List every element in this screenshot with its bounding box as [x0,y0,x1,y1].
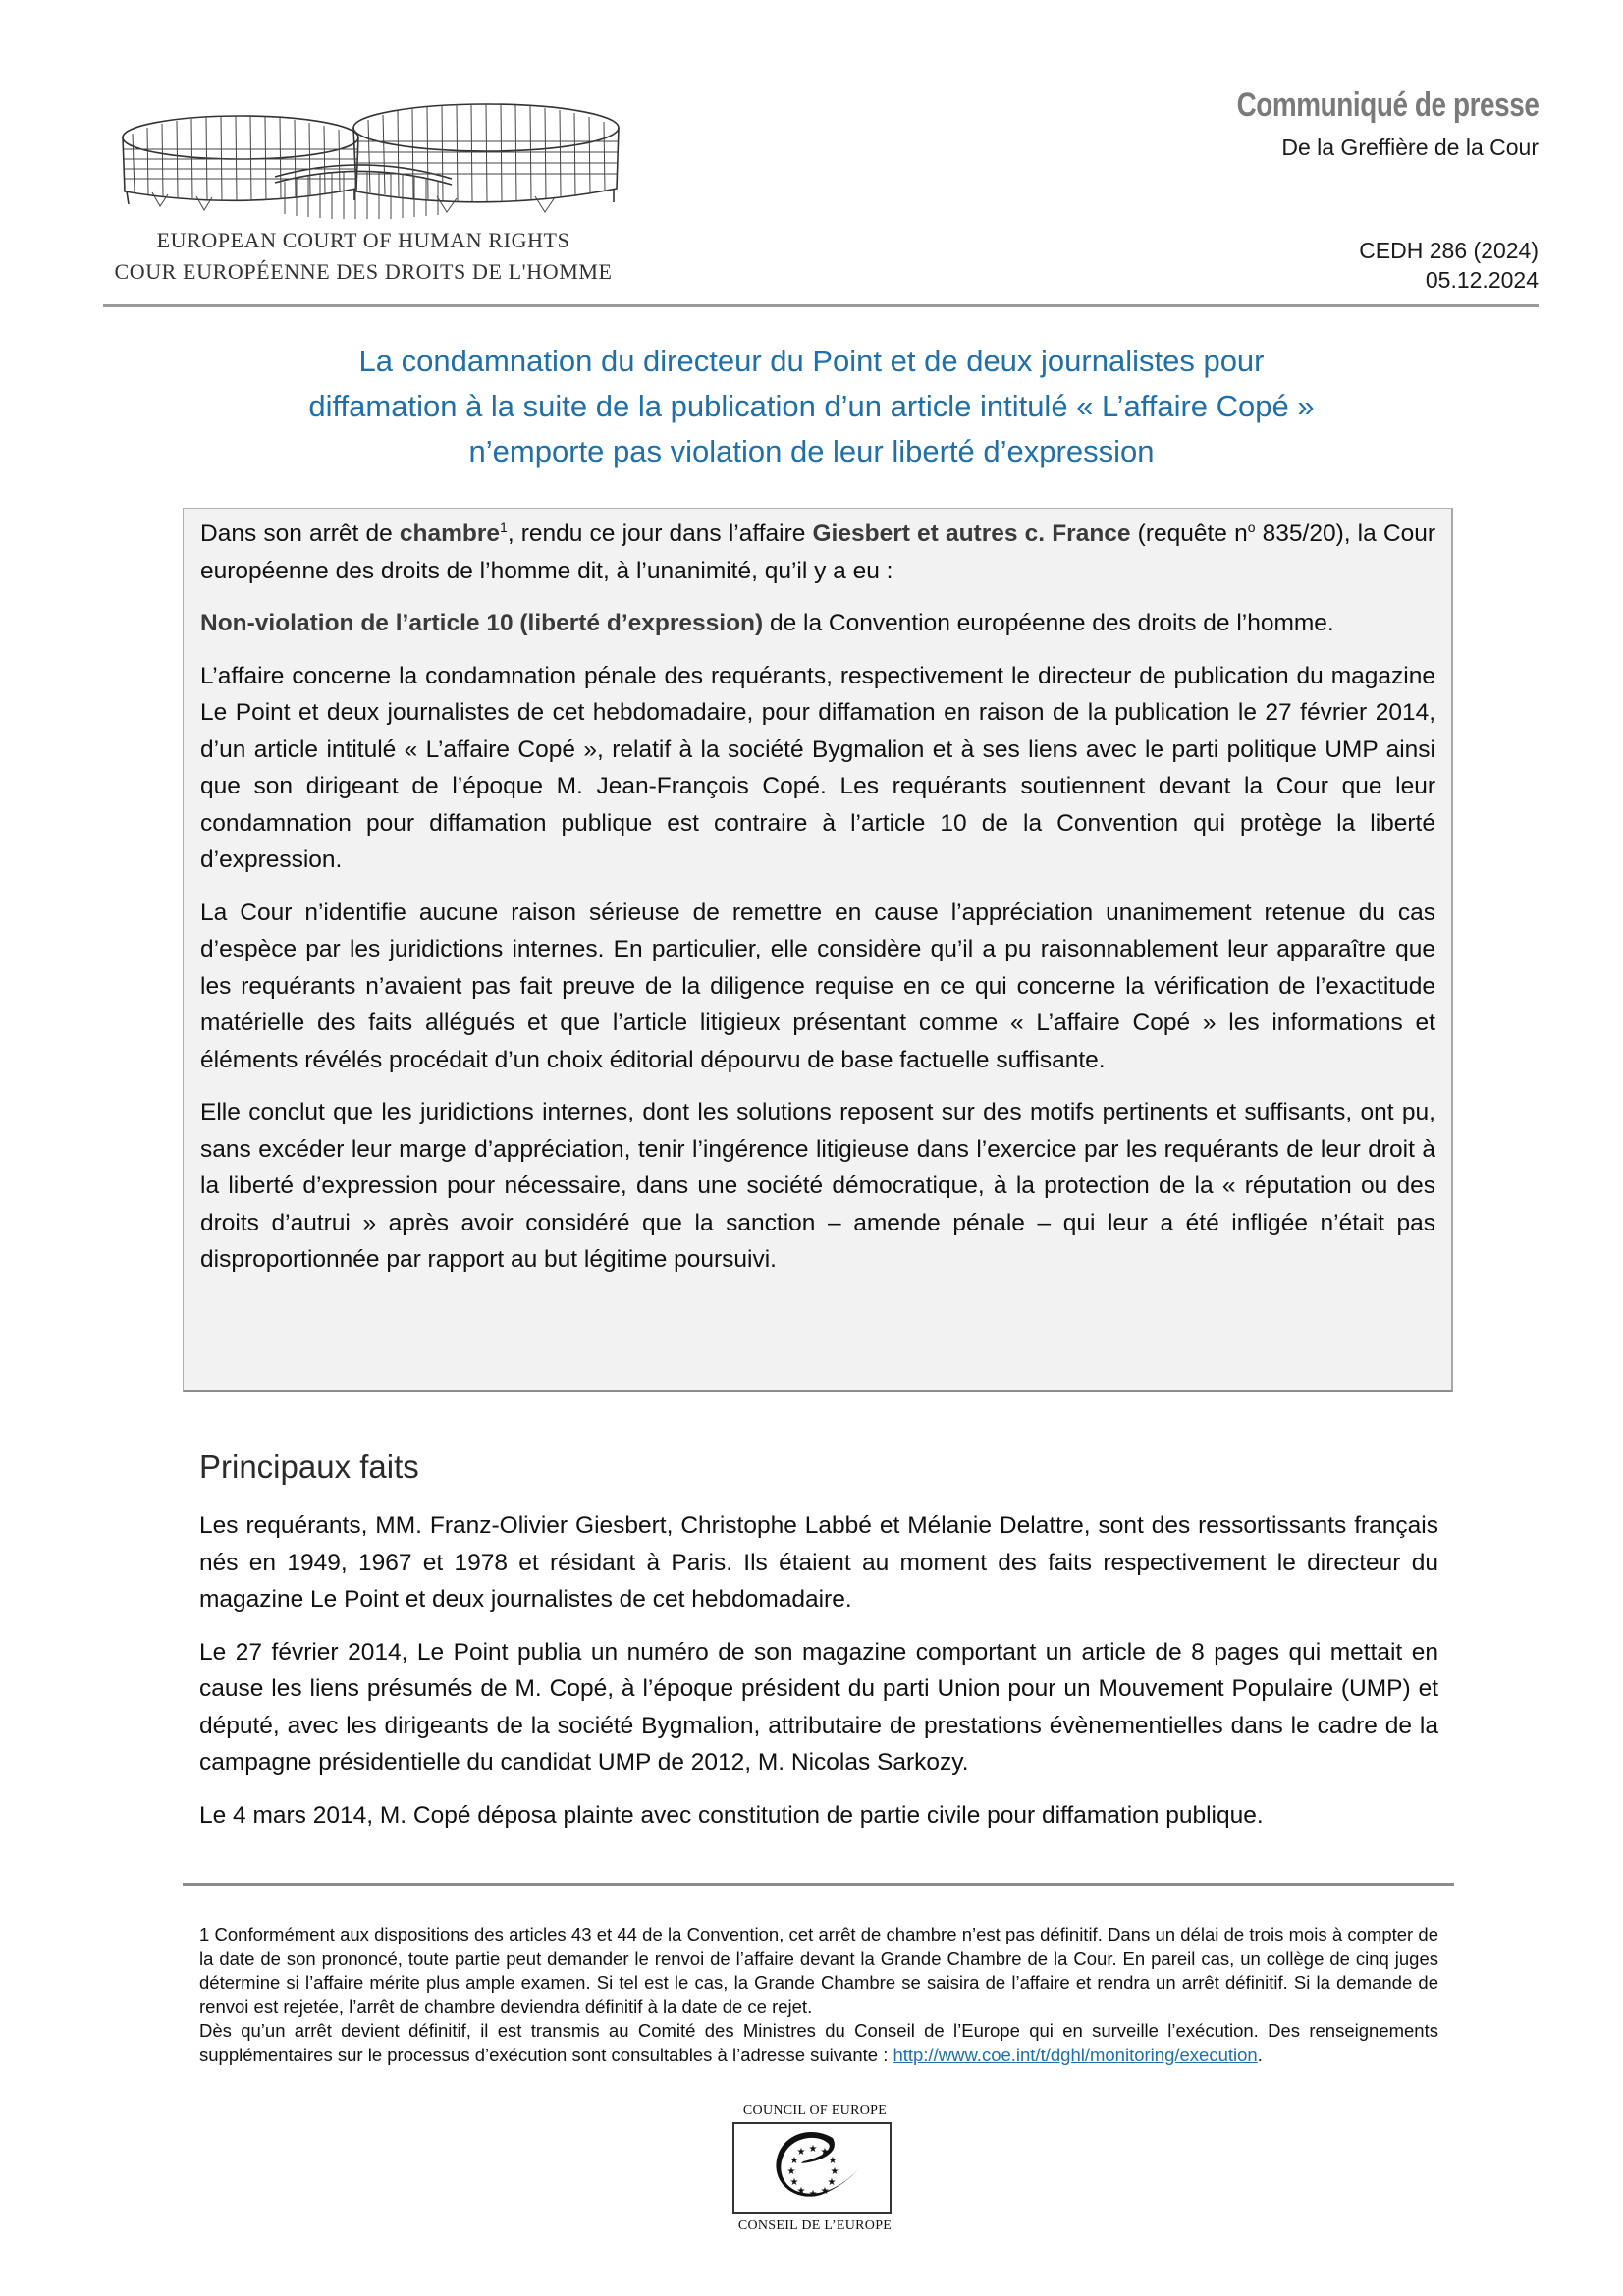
council-name-french: CONSEIL DE L’EUROPE [737,2218,893,2233]
court-name-english: EUROPEAN COURT OF HUMAN RIGHTS [156,228,570,252]
svg-text:★: ★ [827,2177,837,2188]
headline-line: La condamnation du directeur du Point et de deux journalistes pour [358,344,1265,378]
text: Dans son arrêt de [200,520,400,547]
facts-section [199,1507,1438,1849]
execution-link[interactable]: http://www.coe.int/t/dghl/monitoring/execution [893,2044,1258,2065]
footnote-paragraph: 1 Conformément aux dispositions des articles 43 et 44 de la Convention, cet arrêt de chambre n’est pas définitif. Dans un délai de trois mois à compter de la date de son prononcé, toute partie peut demander le renvoi de l’affaire devant la Grande Chambre de la Cour. En pareil cas, un collège de cinq juges détermine si l’affaire mérite plus ample examen. Si tel est le cas, la Grande Chambre se saisira de l’affaire et rendra un arrêt définitif. Si la demande de renvoi est rejetée, l’arrêt de chambre deviendra définitif à la date de ce rejet. [199,1924,1438,2017]
footnote-divider [183,1883,1454,1886]
summary-box [183,508,1453,1392]
council-of-europe-stars-icon [732,2122,892,2214]
summary-intro [200,516,1435,589]
summary-verdict [200,605,1435,642]
svg-text:★: ★ [796,2147,806,2158]
verdict-label: Non-violation de l’article 10 (liberté d’expression) [200,610,764,636]
section-heading: Principaux faits [199,1449,419,1485]
svg-text:★: ★ [828,2156,838,2166]
press-release-title: Communiqué de presse [1236,86,1539,124]
headline [147,339,1476,474]
headline-line: diffamation à la suite de la publication d’un article intitulé « L’affaire Copé » [308,389,1315,423]
svg-text:★: ★ [808,2189,818,2200]
svg-text:★: ★ [789,2156,799,2166]
text: , rendu ce jour dans l’affaire [507,520,813,547]
svg-text:★: ★ [796,2186,806,2197]
release-date: 05.12.2024 [1425,267,1539,293]
facts-paragraph: Les requérants, MM. Franz-Olivier Giesbert, Christophe Labbé et Mélanie Delattre, sont des ressortissants français nés en 1949, 1967 et 1978 et résidant à Paris. Ils étaient au moment des faits respectivement le directeur du magazine Le Point et deux journalistes de cet hebdomadaire. [199,1512,1438,1613]
reference-number: CEDH 286 (2024) [1359,238,1539,263]
text: 835/20), la Cour européenne des droits de l’homme dit, à l’unanimité, qu’il y a eu : [200,520,1435,584]
text: Dès qu’un arrêt devient définitif, il est transmis au Comité des Ministres du Conseil de l’Europe qui en surveille l’exécution. Des renseignements supplémentaires sur le processus d’exécution sont consultables à l’adresse suivante : [199,2020,1438,2065]
svg-text:★: ★ [830,2166,839,2177]
header-divider [103,304,1539,307]
headline-line: n’emporte pas violation de leur liberté d’expression [468,434,1155,468]
summary-paragraph: Elle conclut que les juridictions internes, dont les solutions reposent sur des motifs pertinents et suffisants, ont pu, sans excéder leur marge d’appréciation, tenir l’ingérence litigieuse dans l’exercice par les requérants de leur droit à la liberté d’expression pour nécessaire, dans une société démocratique, à la protection de la « réputation ou des droits d’autrui » après avoir considéré que la sanction – amende pénale – qui leur a été infligée n’était pas disproportionnée par rapport au but légitime poursuivi. [200,1099,1435,1273]
svg-text:★: ★ [789,2177,799,2188]
number-sign: o [1247,519,1256,535]
text: de la Convention européenne des droits de l’homme. [763,610,1334,636]
svg-text:★: ★ [786,2166,796,2177]
press-release-subtitle: De la Greffière de la Cour [1281,135,1539,160]
footnote [199,1923,1438,2067]
text: (requête n [1130,520,1248,547]
court-name-french: COUR EUROPÉENNE DES DROITS DE L'HOMME [114,259,613,284]
svg-text:★: ★ [820,2147,830,2158]
svg-text:★: ★ [808,2144,818,2155]
facts-paragraph: Le 27 février 2014, Le Point publia un numéro de son magazine comportant un article de 8 pages qui mettait en cause les liens présumés de M. Copé, à l’époque président du parti Union pour un Mouvement Populaire (UMP) et député, avec les dirigeants de la société Bygmalion, attributaire de prestations évènementielles dans le cadre de la campagne présidentielle du candidat UMP de 2012, M. Nicolas Sarkozy. [199,1638,1438,1776]
council-name-english: COUNCIL OF EUROPE [742,2104,888,2118]
summary-paragraph: L’affaire concerne la condamnation pénale des requérants, respectivement le directeur de publication du magazine Le Point et deux journalistes de cet hebdomadaire, pour diffamation en raison de la publication le 27 février 2014, d’un article intitulé « L’affaire Copé », relatif à la société Bygmalion et à ses liens avec le parti politique UMP ainsi que son dirigeant de l’époque M. Jean-François Copé. Les requérants soutiennent devant la Cour que leur condamnation pour diffamation publique est contraire à l’article 10 de la Convention qui protège la liberté d’expression. [200,662,1435,873]
text: . [1257,2044,1263,2065]
footnote-paragraph [199,2019,1438,2067]
chamber-label: chambre [399,520,501,547]
case-name: Giesbert et autres c. France [812,520,1131,547]
svg-text:★: ★ [820,2186,830,2197]
facts-paragraph: Le 4 mars 2014, M. Copé déposa plainte avec constitution de partie civile pour diffamation publique. [199,1801,1264,1829]
footnote-ref[interactable]: 1 [500,519,508,535]
court-building-icon [103,98,623,285]
summary-paragraph: La Cour n’identifie aucune raison sérieuse de remettre en cause l’appréciation unanimement retenue du cas d’espèce par les juridictions internes. En particulier, elle considère qu’il a pu raisonnablement leur apparaître que les requérants n’avaient pas fait preuve de la diligence requise en ce qui concerne la vérification de l’exactitude matérielle des faits allégués et que l’article litigieux présentant comme « L’affaire Copé » les informations et éléments révélés procédait d’un choix éditorial dépourvu de base factuelle suffisante. [200,899,1435,1073]
